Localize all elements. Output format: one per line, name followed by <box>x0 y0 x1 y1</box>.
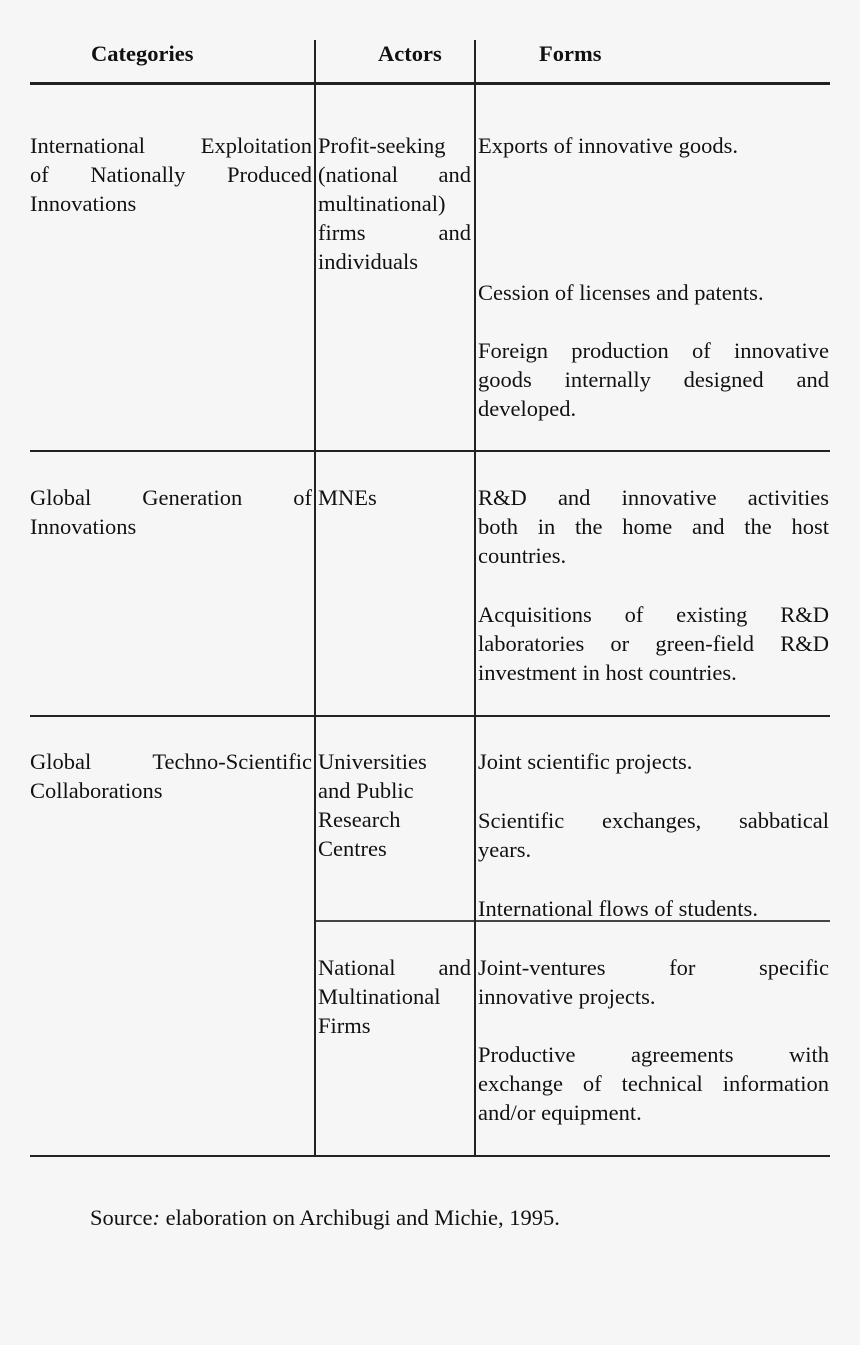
forms-line: years. <box>478 837 532 862</box>
actors-line: Centres <box>318 836 387 861</box>
actors-line: Research <box>318 807 401 832</box>
forms-item <box>478 131 829 160</box>
forms-line: Scientific exchanges, sabbatical <box>478 808 829 833</box>
actors-line: Firms <box>318 1013 371 1038</box>
category-line: of Nationally Produced <box>30 162 312 187</box>
category-line: International Exploitation <box>30 133 312 158</box>
source-colon: : <box>152 1205 160 1230</box>
forms-line: Acquisitions of existing R&D <box>478 602 829 627</box>
category-cell <box>30 131 312 218</box>
header-rule <box>30 82 830 85</box>
actors-cell <box>318 131 471 276</box>
category-line: Collaborations <box>30 778 163 803</box>
actors-line: and Public <box>318 778 414 803</box>
forms-line: Joint-ventures for specific <box>478 955 829 980</box>
forms-line: innovative projects. <box>478 984 656 1009</box>
forms-line: Productive agreements with <box>478 1042 829 1067</box>
actors-line: Profit-seeking <box>318 133 446 158</box>
header-forms: Forms <box>539 41 602 66</box>
header-categories: Categories <box>91 41 194 66</box>
source-label: Source <box>90 1205 153 1230</box>
forms-line: both in the home and the host <box>478 514 829 539</box>
header-actors: Actors <box>378 41 442 66</box>
row-divider-1 <box>30 450 830 452</box>
category-cell <box>30 747 312 805</box>
actors-cell <box>318 483 471 512</box>
row-divider-2 <box>30 715 830 717</box>
category-cell <box>30 483 312 541</box>
forms-item <box>478 336 829 423</box>
forms-line: R&D and innovative activities <box>478 485 829 510</box>
forms-line: Joint scientific projects. <box>478 749 693 774</box>
column-divider-2 <box>474 40 476 1156</box>
column-divider-1 <box>314 40 316 1156</box>
forms-line: goods internally designed and <box>478 367 829 392</box>
forms-item <box>478 953 829 1011</box>
category-line: Global Techno-Scientific <box>30 749 312 774</box>
forms-line: International flows of students. <box>478 896 758 921</box>
category-line: Innovations <box>30 191 137 216</box>
forms-item <box>478 806 829 864</box>
forms-item <box>478 483 829 570</box>
table-bottom-rule <box>30 1155 830 1157</box>
actors-line: National and <box>318 955 471 980</box>
forms-item <box>478 894 829 923</box>
actors-line: Universities <box>318 749 427 774</box>
forms-item <box>478 600 829 687</box>
forms-line: Cession of licenses and patents. <box>478 280 764 305</box>
forms-line: exchange of technical information <box>478 1071 829 1096</box>
category-line: Innovations <box>30 514 137 539</box>
forms-line: investment in host countries. <box>478 660 737 685</box>
forms-item <box>478 278 829 307</box>
forms-line: Exports of innovative goods. <box>478 133 738 158</box>
forms-item <box>478 747 829 776</box>
actors-line: Multinational <box>318 984 441 1009</box>
actors-line: multinational) <box>318 191 446 216</box>
forms-line: developed. <box>478 396 577 421</box>
actors-line: (national and <box>318 162 471 187</box>
actors-line: individuals <box>318 249 418 274</box>
forms-line: and/or equipment. <box>478 1100 642 1125</box>
category-line: Global Generation of <box>30 485 312 510</box>
forms-line: Foreign production of innovative <box>478 338 829 363</box>
actors-cell <box>318 747 471 863</box>
actors-cell <box>318 953 471 1040</box>
actors-line: MNEs <box>318 485 377 510</box>
source-note <box>90 1203 560 1232</box>
actors-line: firms and <box>318 220 471 245</box>
forms-item <box>478 1040 829 1127</box>
forms-line: laboratories or green-field R&D <box>478 631 829 656</box>
source-text: elaboration on Archibugi and Michie, 1995. <box>159 1205 560 1230</box>
forms-line: countries. <box>478 543 567 568</box>
